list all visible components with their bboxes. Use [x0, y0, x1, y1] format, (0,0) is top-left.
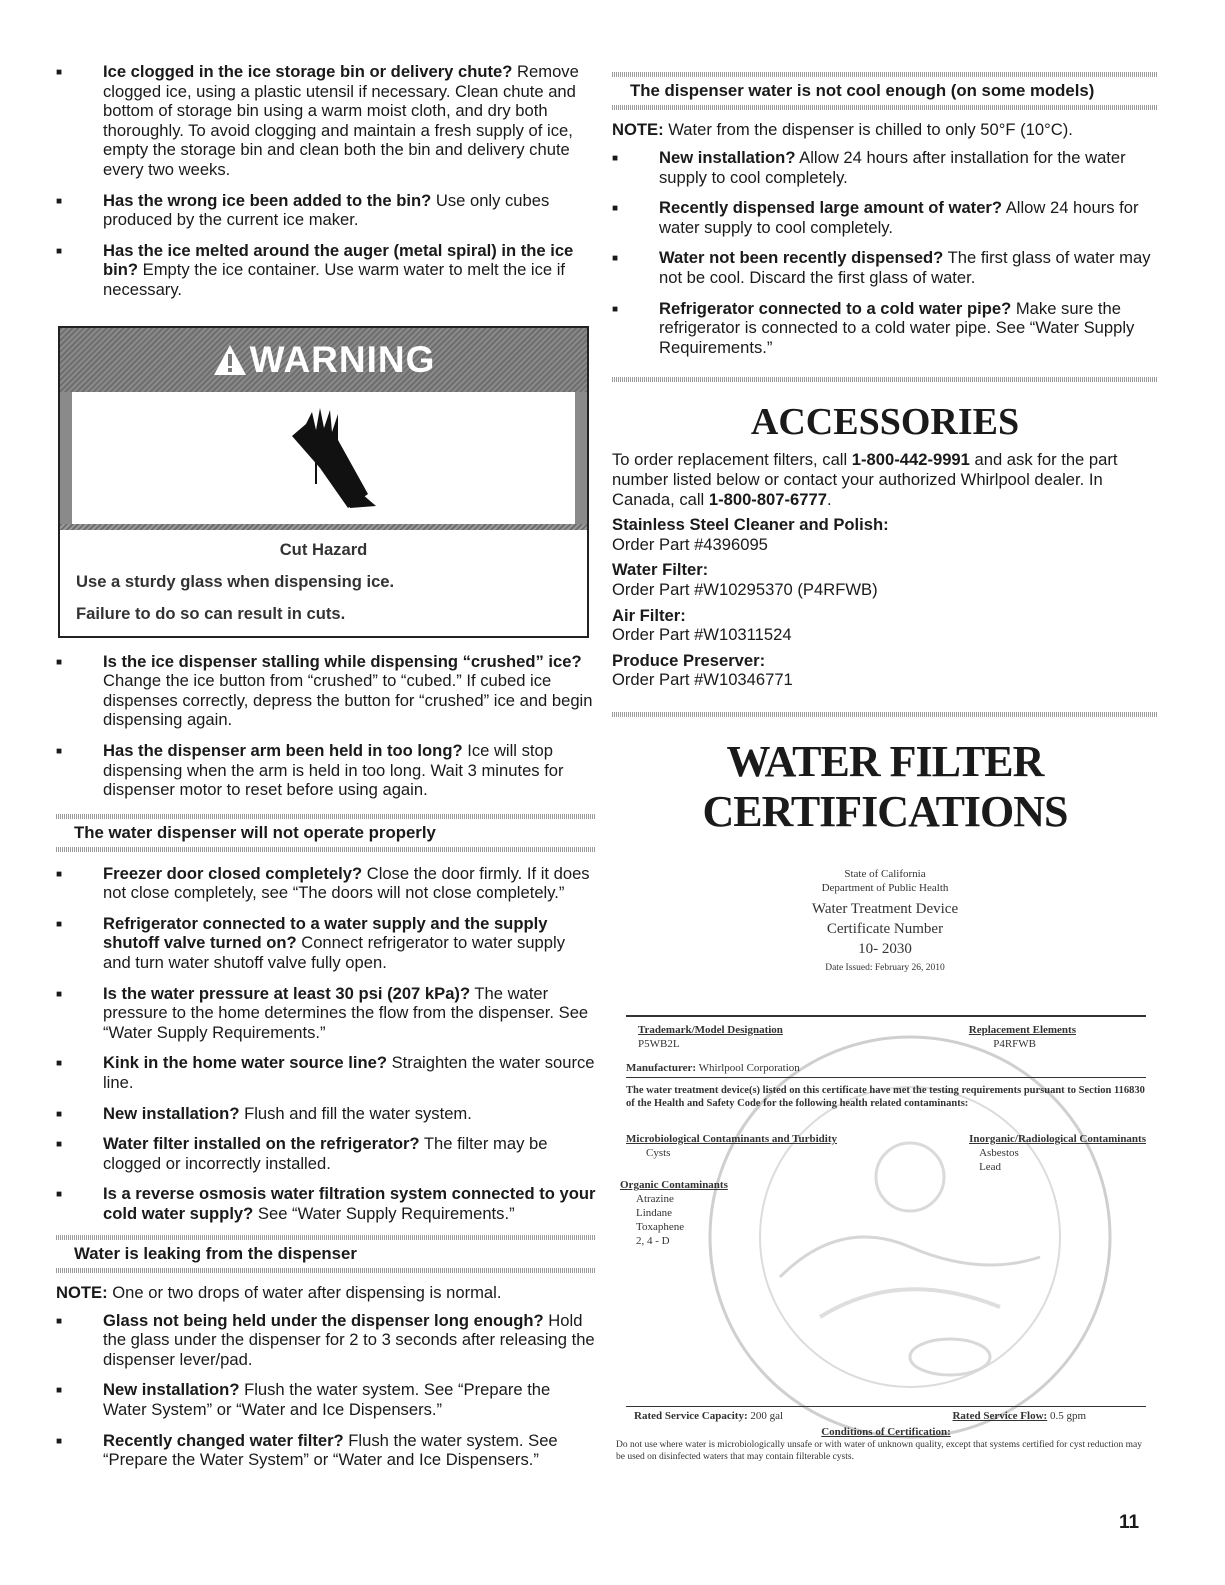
list-item: ■ Has the dispenser arm been held in too long? Ice will stop dispensing when the arm is held in too long. Wait 3 minutes for dispenser motor to reset before using again. — [56, 741, 596, 800]
divider — [56, 1268, 596, 1273]
inorganic-label: Inorganic/Radiological Contaminants — [969, 1132, 1146, 1145]
divider — [612, 105, 1158, 110]
list-item: ■ New installation? Allow 24 hours after installation for the water supply to cool completely. — [612, 148, 1158, 187]
hazard-title: Cut Hazard — [279, 539, 368, 559]
organic-label: Organic Contaminants — [620, 1178, 728, 1191]
leak-bullets — [56, 1311, 596, 1470]
cert-row-model — [626, 1023, 1146, 1051]
list-item: ■ Water filter installed on the refrigerator? The filter may be clogged or incorrectly installed. — [56, 1134, 596, 1173]
section-heading: The water dispenser will not operate properly — [74, 822, 436, 842]
accessory-label: Air Filter: — [612, 605, 686, 625]
accessory-label: Water Filter: — [612, 560, 709, 580]
inorganic-item: Lead — [979, 1160, 1002, 1173]
water-dispenser-bullets — [56, 864, 596, 1224]
list-item: ■ New installation? Flush the water system. See “Prepare the Water System” or “Water and Ice Dispensers.” — [56, 1380, 596, 1419]
accessory-label: Stainless Steel Cleaner and Polish: — [612, 515, 889, 535]
warning-text — [60, 530, 587, 636]
list-item: ■ Is the water pressure at least 30 psi (207 kPa)? The water pressure to the home determines the flow from the dispenser. See “Water Supply Requirements.” — [56, 984, 596, 1043]
conditions-label: Conditions of Certification: — [821, 1425, 951, 1438]
organic-item: 2, 4 - D — [636, 1234, 670, 1247]
section-heading: Water is leaking from the dispenser — [74, 1243, 357, 1263]
list-item: ■ New installation? Flush and fill the water system. — [56, 1104, 596, 1124]
accessory-part: Order Part #4396095 — [612, 534, 768, 554]
certifications-title: WATER FILTER CERTIFICATIONS — [702, 736, 1068, 836]
list-item: ■ Refrigerator connected to a cold water pipe? Make sure the refrigerator is connected to a cold water pipe. See “Water Supply Requirements.” — [612, 299, 1158, 358]
list-item: ■ Water not been recently dispensed? The first glass of water may not be cool. Discard the first glass of water. — [612, 248, 1158, 287]
cert-table — [616, 1015, 1146, 1463]
accessories-intro: To order replacement filters, call 1-800-442-9991 and ask for the part number listed below or contact your authorized Whirlpool dealer. In Canada, call 1-800-807-6777. — [612, 450, 1118, 509]
certificate — [612, 867, 1158, 1462]
warning-line-2: Failure to do so can result in cuts. — [76, 603, 346, 623]
organic-item: Lindane — [636, 1206, 673, 1219]
replacement-label: Replacement Elements — [968, 1023, 1076, 1036]
micro-item: Cysts — [646, 1146, 671, 1159]
model-value: P5WB2L — [638, 1037, 680, 1050]
warning-line-1: Use a sturdy glass when dispensing ice. — [76, 571, 395, 591]
divider — [612, 712, 1158, 717]
warning-triangle-icon — [212, 343, 248, 377]
cut-hazard-pictogram — [60, 392, 587, 524]
left-column — [56, 62, 596, 1481]
list-item: ■ Ice clogged in the ice storage bin or delivery chute? Remove clogged ice, using a plastic utensil if necessary. Clean chute and bottom of storage bin using a warm moist cloth, and dry both thoroughly. To avoid clogging and maintain a fresh supply of ice, empty the storage bin and clean both the bin and delivery chute every two weeks. — [56, 62, 596, 180]
inorganic-item: Asbestos — [979, 1146, 1019, 1159]
accessory-part: Order Part #W10311524 — [612, 625, 792, 645]
list-item: ■ Refrigerator connected to a water supply and the supply shutoff valve turned on? Connect refrigerator to water supply and turn water shutoff valve fully open. — [56, 914, 596, 973]
cert-row-manufacturer: Manufacturer: Whirlpool Corporation — [626, 1061, 1146, 1078]
cert-dept: Department of Public Health — [821, 881, 949, 894]
table-line — [626, 1015, 1146, 1017]
cut-hand-icon — [272, 404, 392, 514]
model-label: Trademark/Model Designation — [638, 1023, 783, 1036]
list-item: ■ Is a reverse osmosis water filtration system connected to your cold water supply? See “Water Supply Requirements.” — [56, 1184, 596, 1223]
warning-box — [58, 326, 589, 638]
list-item: ■ Is the ice dispenser stalling while dispensing “crushed” ice? Change the ice button from “crushed” to “cubed.” If cubed ice dispenses correctly, depress the button for “crushed” ice and begin dispensing again. — [56, 652, 596, 730]
divider — [612, 377, 1158, 382]
ice-bullets-mid — [56, 652, 596, 800]
cert-statement: The water treatment device(s) listed on this certificate have met the testing requirements pursuant to Section 116830 of the Health and Safety Code for the following health related contaminants: — [626, 1084, 1145, 1109]
list-item: ■ Kink in the home water source line? Straighten the water source line. — [56, 1053, 596, 1092]
cert-row-contaminants — [626, 1132, 1146, 1174]
list-item: ■ Has the ice melted around the auger (metal spiral) in the ice bin? Empty the ice container. Use warm water to melt the ice if necessary. — [56, 241, 596, 300]
list-item: ■ Glass not being held under the dispenser long enough? Hold the glass under the dispenser for 2 to 3 seconds after releasing the dispenser lever/pad. — [56, 1311, 596, 1370]
organic-group — [620, 1178, 1146, 1248]
organic-item: Toxaphene — [636, 1220, 685, 1233]
cert-number: 10- 2030 — [858, 940, 912, 957]
list-item: ■ Freezer door closed completely? Close the door firmly. If it does not close completely, see “The doors will not close completely.” — [56, 864, 596, 903]
right-column — [612, 72, 1158, 1462]
page-number: 11 — [1119, 1512, 1140, 1533]
list-item: ■ Has the wrong ice been added to the bin? Use only cubes produced by the current ice maker. — [56, 191, 596, 230]
note: NOTE: Water from the dispenser is chilled to only 50°F (10°C). — [612, 120, 1073, 139]
accessory-label: Produce Preserver: — [612, 650, 766, 670]
divider — [56, 847, 596, 852]
section-heading: The dispenser water is not cool enough (on some models) — [630, 81, 1095, 100]
list-item: ■ Recently changed water filter? Flush the water system. See “Prepare the Water System” or “Water and Ice Dispensers.” — [56, 1431, 596, 1470]
accessories-title: ACCESSORIES — [750, 401, 1020, 444]
cert-device: Water Treatment Device — [811, 900, 959, 917]
note: NOTE: One or two drops of water after dispensing is normal. — [56, 1282, 502, 1302]
conditions-text: Do not use where water is microbiologically unsafe or with water of unknown quality, except that systems certified for cyst reduction may be used on disinfected waters that may contain filterable cysts. — [616, 1439, 1142, 1462]
cert-date: Date Issued: February 26, 2010 — [825, 962, 945, 973]
accessory-part: Order Part #W10295370 (P4RFWB) — [612, 579, 878, 599]
accessory-part: Order Part #W10346771 — [612, 670, 793, 690]
warning-header — [60, 328, 587, 392]
replacement-value: P4RFWB — [993, 1037, 1036, 1050]
cert-number-label: Certificate Number — [826, 920, 944, 937]
organic-item: Atrazine — [636, 1192, 674, 1205]
ice-bullets-top — [56, 62, 596, 300]
cert-row-rating: Rated Service Capacity: 200 gal Rated Service Flow: 0.5 gpm — [626, 1406, 1146, 1423]
accessories-section — [612, 450, 1158, 690]
cool-water-bullets — [612, 148, 1158, 357]
list-item: ■ Recently dispensed large amount of water? Allow 24 hours for water supply to cool completely. — [612, 198, 1158, 237]
micro-label: Microbiological Contaminants and Turbidity — [626, 1132, 837, 1145]
cert-state: State of California — [844, 867, 926, 880]
warning-title: WARNING — [249, 338, 436, 380]
